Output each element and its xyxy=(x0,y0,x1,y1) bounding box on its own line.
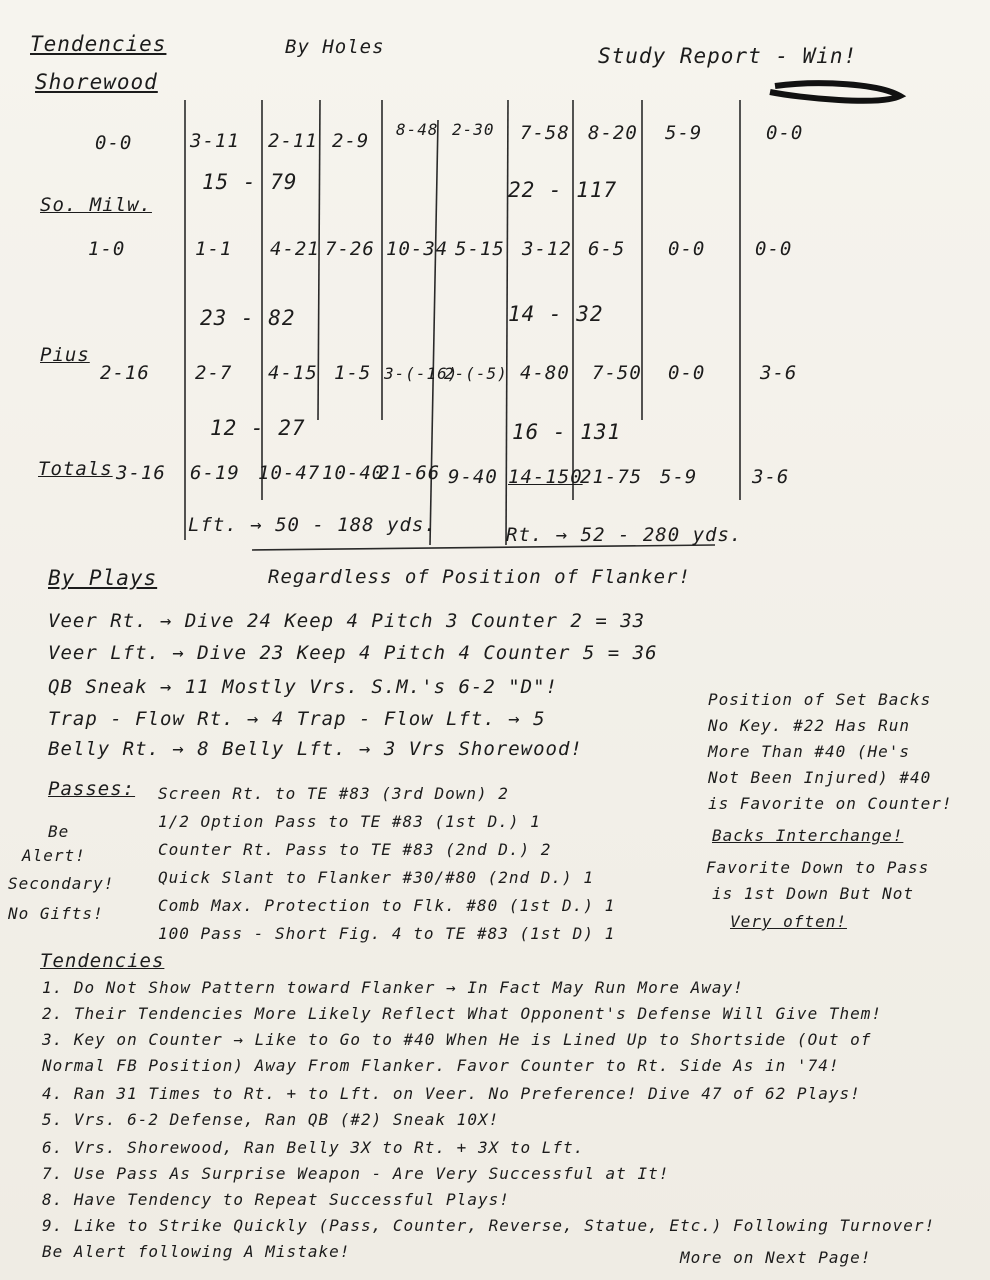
pius-hole-8: 0-0 xyxy=(668,362,706,384)
tendency-8: 8. Have Tendency to Repeat Successful Plays! xyxy=(42,1190,510,1209)
backs-note-4: Not Been Injured) #40 xyxy=(708,768,932,787)
backs-note-1: Position of Set Backs xyxy=(708,690,932,709)
side-note-alert: Alert! xyxy=(22,846,86,865)
play-line-2: Veer Lft. → Dive 23 Keep 4 Pitch 4 Counter 5 = 36 xyxy=(48,642,658,664)
backs-note-2: No Key. #22 Has Run xyxy=(708,716,911,735)
play-line-3: QB Sneak → 11 Mostly Vrs. S.M.'s 6-2 "D"! xyxy=(48,676,558,698)
pius-hole-0: 2-16 xyxy=(100,362,150,384)
pius-hole-9: 3-6 xyxy=(760,362,798,384)
totals-hole-5: 9-40 xyxy=(448,466,498,488)
play-line-1: Veer Rt. → Dive 24 Keep 4 Pitch 3 Counter 2 = 33 xyxy=(48,610,646,632)
pass-item-3: Counter Rt. Pass to TE #83 (2nd D.) 2 xyxy=(158,840,552,859)
tendency-6: 6. Vrs. Shorewood, Ran Belly 3X to Rt. + 3X to Lft. xyxy=(42,1138,585,1157)
team-shorewood-label: Shorewood xyxy=(35,70,158,94)
pius-hole-3: 1-5 xyxy=(334,362,372,384)
shorewood-hole-2: 2-11 xyxy=(268,130,318,152)
side-note-secondary: Secondary! xyxy=(8,874,115,893)
shorewood-left-total: 15 - 79 xyxy=(202,170,298,194)
backs-note-9: Very often! xyxy=(730,912,847,931)
totals-hole-3: 10-40 xyxy=(322,462,385,484)
report-title: Study Report - Win! xyxy=(598,44,858,68)
shorewood-hole-8: 5-9 xyxy=(665,122,703,144)
right-summary: Rt. → 52 - 280 yds. xyxy=(506,524,743,546)
tendency-1: 1. Do Not Show Pattern toward Flanker → In Fact May Run More Away! xyxy=(42,978,744,997)
totals-hole-8: 5-9 xyxy=(660,466,698,488)
so-milw-left-total: 23 - 82 xyxy=(200,306,296,330)
pass-item-4: Quick Slant to Flanker #30/#80 (2nd D.) 1 xyxy=(158,868,594,887)
pius-hole-5: 2-(-5) xyxy=(444,364,508,383)
more-next-page: More on Next Page! xyxy=(680,1248,872,1267)
pius-hole-1: 2-7 xyxy=(195,362,233,384)
so-milw-hole-6: 3-12 xyxy=(522,238,572,260)
totals-hole-0: 3-16 xyxy=(116,462,166,484)
backs-note-5: is Favorite on Counter! xyxy=(708,794,953,813)
tendency-2: 2. Their Tendencies More Likely Reflect What Opponent's Defense Will Give Them! xyxy=(42,1004,882,1023)
backs-note-3: More Than #40 (He's xyxy=(708,742,911,761)
shorewood-hole-4: 8-48 xyxy=(396,120,439,139)
shorewood-hole-0: 0-0 xyxy=(95,132,133,154)
so-milw-hole-1: 1-1 xyxy=(195,238,233,260)
shorewood-hole-3: 2-9 xyxy=(332,130,370,152)
totals-label: Totals xyxy=(38,458,113,480)
so-milw-hole-0: 1-0 xyxy=(88,238,126,260)
tendency-7: 7. Use Pass As Surprise Weapon - Are Very Successful at It! xyxy=(42,1164,670,1183)
tendency-4: 4. Ran 31 Times to Rt. + to Lft. on Veer. No Preference! Dive 47 of 62 Plays! xyxy=(42,1084,861,1103)
so-milw-hole-9: 0-0 xyxy=(755,238,793,260)
play-line-4: Trap - Flow Rt. → 4 Trap - Flow Lft. → 5 xyxy=(48,708,546,730)
pius-hole-4: 3-(-16) xyxy=(384,364,459,383)
plays-note: Regardless of Position of Flanker! xyxy=(268,566,691,588)
hole-divider xyxy=(318,100,320,420)
so-milw-hole-8: 0-0 xyxy=(668,238,706,260)
left-summary: Lft. → 50 - 188 yds. xyxy=(188,514,437,536)
tendency-3-cont: Normal FB Position) Away From Flanker. Favor Counter to Rt. Side As in '74! xyxy=(42,1056,840,1075)
pius-hole-6: 4-80 xyxy=(520,362,570,384)
team-so-milw-label: So. Milw. xyxy=(40,194,152,216)
shorewood-hole-9: 0-0 xyxy=(766,122,804,144)
tendency-3: 3. Key on Counter → Like to Go to #40 When He is Lined Up to Shortside (Out of xyxy=(42,1030,872,1049)
pass-item-1: Screen Rt. to TE #83 (3rd Down) 2 xyxy=(158,784,509,803)
totals-hole-1: 6-19 xyxy=(190,462,240,484)
so-milw-hole-3: 7-26 xyxy=(325,238,375,260)
pius-left-total: 12 - 27 xyxy=(210,416,306,440)
shorewood-right-total: 22 - 117 xyxy=(508,178,618,202)
play-line-5: Belly Rt. → 8 Belly Lft. → 3 Vrs Shorewood! xyxy=(48,738,583,760)
totals-hole-6: 14-150 xyxy=(508,466,583,488)
side-note-be: Be xyxy=(48,822,70,841)
tendency-9: 9. Like to Strike Quickly (Pass, Counter, Reverse, Statue, Etc.) Following Turnover! xyxy=(42,1216,936,1235)
backs-note-8: is 1st Down But Not xyxy=(712,884,915,903)
shorewood-hole-5: 2-30 xyxy=(452,120,495,139)
page-title: Tendencies xyxy=(30,32,167,56)
backs-note-7: Favorite Down to Pass xyxy=(706,858,930,877)
scribble-mark xyxy=(770,83,900,101)
tendency-9-cont: Be Alert following A Mistake! xyxy=(42,1242,351,1261)
side-note-no-gifts: No Gifts! xyxy=(8,904,104,923)
tendencies-title: Tendencies xyxy=(40,950,165,972)
pius-hole-7: 7-50 xyxy=(592,362,642,384)
totals-hole-7: 21-75 xyxy=(580,466,643,488)
pius-right-total: 16 - 131 xyxy=(512,420,622,444)
totals-hole-4: 21-66 xyxy=(378,462,441,484)
pass-item-6: 100 Pass - Short Fig. 4 to TE #83 (1st D) 1 xyxy=(158,924,616,943)
totals-hole-9: 3-6 xyxy=(752,466,790,488)
subtitle: By Holes xyxy=(285,36,385,58)
so-milw-hole-4: 10-34 xyxy=(386,238,449,260)
so-milw-hole-5: 5-15 xyxy=(455,238,505,260)
so-milw-hole-7: 6-5 xyxy=(588,238,626,260)
passes-label: Passes: xyxy=(48,778,136,800)
tendency-5: 5. Vrs. 6-2 Defense, Ran QB (#2) Sneak 10X! xyxy=(42,1110,500,1129)
so-milw-hole-2: 4-21 xyxy=(270,238,320,260)
team-pius-label: Pius xyxy=(40,344,90,366)
pass-item-5: Comb Max. Protection to Flk. #80 (1st D.) 1 xyxy=(158,896,616,915)
so-milw-right-total: 14 - 32 xyxy=(508,302,604,326)
totals-hole-2: 10-47 xyxy=(258,462,321,484)
shorewood-hole-1: 3-11 xyxy=(190,130,240,152)
pass-item-2: 1/2 Option Pass to TE #83 (1st D.) 1 xyxy=(158,812,541,831)
plays-title: By Plays xyxy=(48,566,158,590)
shorewood-hole-6: 7-58 xyxy=(520,122,570,144)
pius-hole-2: 4-15 xyxy=(268,362,318,384)
backs-note-6: Backs Interchange! xyxy=(712,826,904,845)
shorewood-hole-7: 8-20 xyxy=(588,122,638,144)
